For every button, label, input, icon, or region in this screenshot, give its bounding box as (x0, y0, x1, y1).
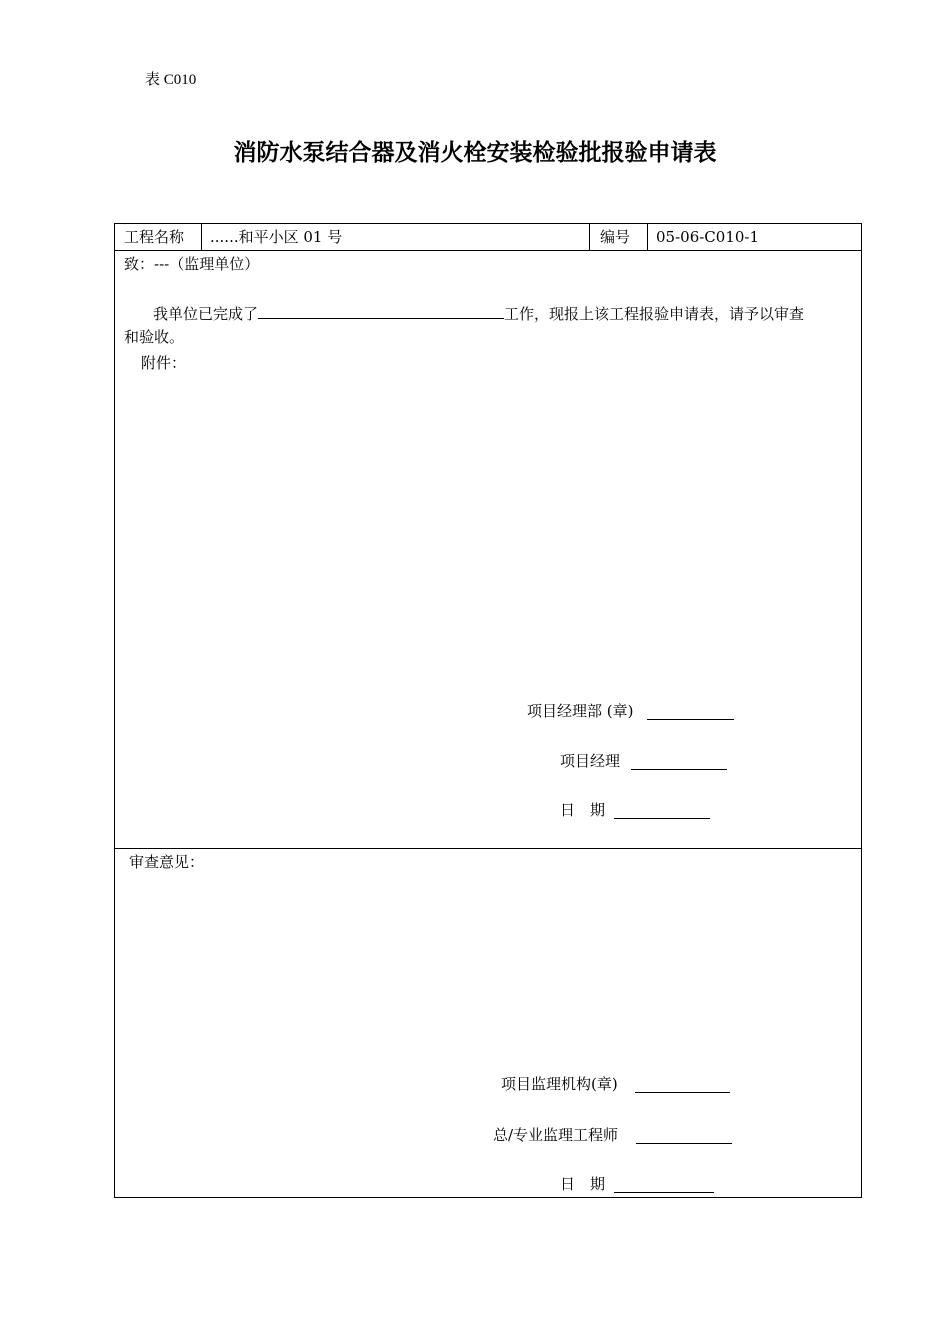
supervising-engineer-line (636, 1143, 732, 1144)
project-name-label: 工程名称 (124, 228, 185, 246)
manager-label: 项目经理 (560, 752, 621, 770)
contractor-date-line (614, 818, 710, 819)
number-value: 05-06-C010-1 (656, 228, 760, 246)
form-code: 表 C010 (145, 72, 197, 88)
contractor-date-label: 日 期 (560, 801, 606, 819)
attachments-label: 附件： (141, 354, 187, 372)
number-label: 编号 (600, 228, 631, 246)
header-divider (201, 224, 202, 250)
application-form (114, 223, 862, 1198)
header-divider (589, 224, 590, 250)
addressee-line: 致：---（监理单位） (124, 255, 260, 273)
work-name-blank (258, 304, 504, 319)
header-row-border (115, 250, 861, 251)
supervising-engineer-label: 总/专业监理工程师 (493, 1126, 619, 1144)
statement-start: 我单位已完成了 (153, 305, 259, 323)
supervisor-date-label: 日 期 (560, 1175, 606, 1193)
supervisor-date-line (614, 1192, 714, 1193)
project-name-value: ......和平小区 01 号 (210, 228, 343, 246)
section-divider (115, 848, 861, 849)
review-opinion-label: 审查意见： (129, 853, 205, 871)
page-title: 消防水泵结合器及消火栓安装检验批报验申请表 (233, 140, 717, 166)
supervision-org-label: 项目监理机构(章) (501, 1075, 618, 1093)
application-statement (153, 304, 804, 323)
statement-end: 工作，现报上该工程报验申请表，请予以审查 (504, 305, 805, 323)
manager-signature-line (631, 769, 727, 770)
statement-wrap: 和验收。 (124, 328, 185, 346)
supervision-org-line (635, 1092, 730, 1093)
dept-seal-line (647, 719, 734, 720)
dept-seal-label: 项目经理部 (章) (527, 702, 634, 720)
header-divider (647, 224, 648, 250)
